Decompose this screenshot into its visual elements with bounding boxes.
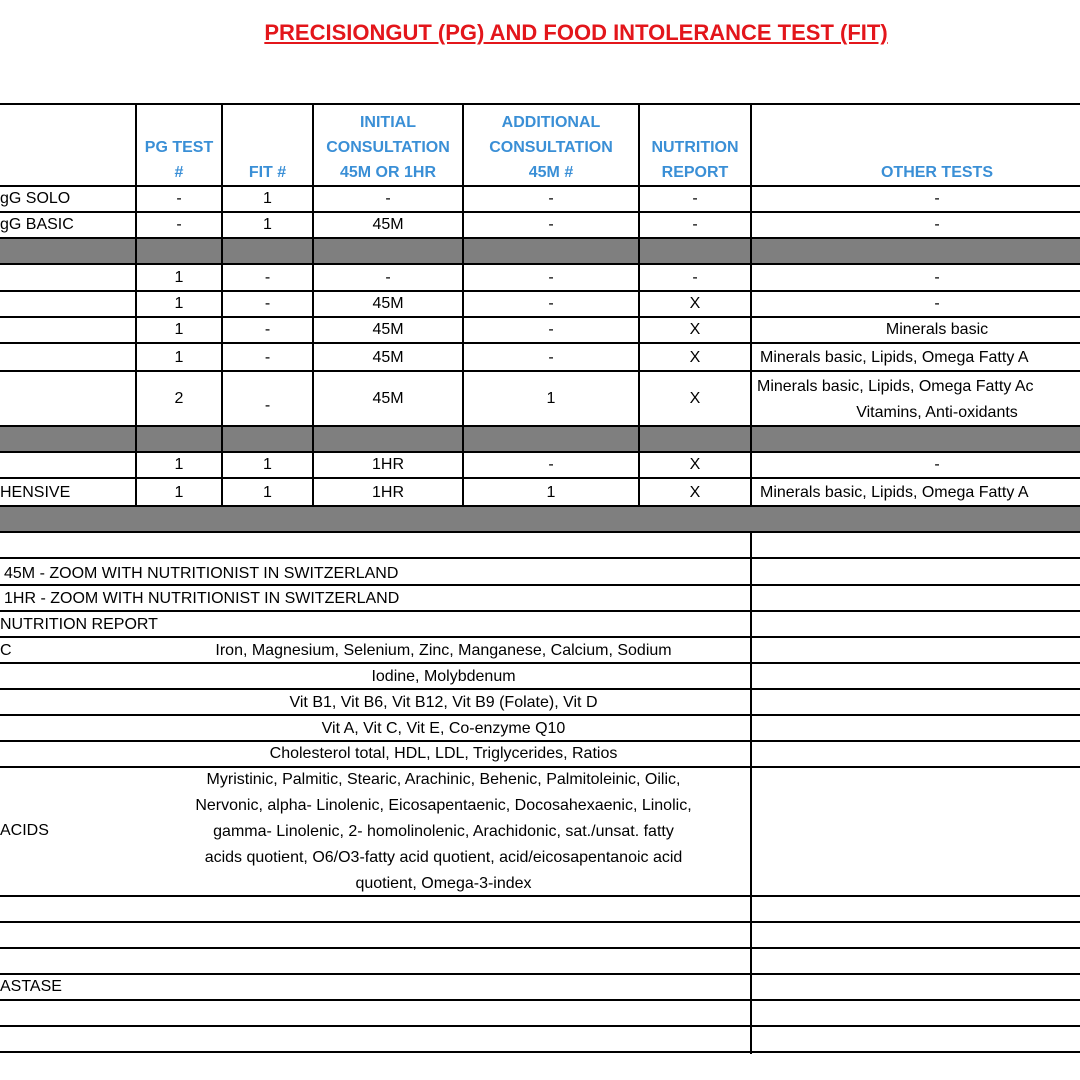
grid-line <box>0 1025 1080 1027</box>
cell-initial: 1HR <box>371 456 404 473</box>
grid-line <box>0 610 1080 612</box>
legend-antioxidants: Vit A, Vit C, Vit E, Co-enzyme Q10 <box>321 720 566 737</box>
grid-line <box>0 211 1080 213</box>
grid-line <box>312 104 314 507</box>
cell-pg: 1 <box>174 295 184 312</box>
page-title: PRECISIONGUT (PG) AND FOOD INTOLERANCE TEST (FIT) <box>264 20 888 45</box>
cell-pg: 1 <box>174 269 184 286</box>
legend-fatty-line: Myristinic, Palmitic, Stearic, Arachinic, Behenic, Palmitoleinic, Oilic, <box>206 771 681 788</box>
grid-line <box>0 425 1080 427</box>
section-divider-3 <box>0 507 1080 532</box>
cell-nutrition: X <box>689 483 701 501</box>
grid-line <box>0 370 1080 372</box>
cell-other: Minerals basic, Lipids, Omega Fatty A <box>760 348 1029 366</box>
header-initial-consultation: INITIAL CONSULTATION 45M OR 1HR <box>326 114 450 181</box>
section-divider-1 <box>0 238 1080 264</box>
cell-fit: 1 <box>263 216 272 233</box>
header-fit: FIT # <box>248 164 287 181</box>
section-divider-2 <box>0 426 1080 452</box>
cell-nutrition: - <box>692 269 698 286</box>
cell-initial: 45M <box>372 295 404 312</box>
legend-minerals-label: C <box>0 642 12 659</box>
cell-fit: 1 <box>263 189 272 207</box>
cell-other: - <box>934 295 940 312</box>
cell-fit: 1 <box>263 483 272 501</box>
cell-nutrition: X <box>689 348 701 366</box>
grid-line <box>750 104 752 507</box>
legend-lipids: Cholesterol total, HDL, LDL, Triglycerides, Ratios <box>269 745 618 762</box>
legend-fatty-acids-label: ACIDS <box>0 822 49 839</box>
cell-nutrition: - <box>692 189 698 207</box>
legend-fatty-line: gamma- Linolenic, 2- homolinolenic, Arachidonic, sat./unsat. fatty <box>213 823 674 840</box>
cell-initial: 1HR <box>371 483 404 501</box>
cell-fit: 1 <box>263 456 272 473</box>
row-label: gG BASIC <box>0 216 74 233</box>
legend-vitamins: Vit B1, Vit B6, Vit B12, Vit B9 (Folate), Vit D <box>289 694 598 711</box>
grid-line <box>0 557 1080 559</box>
header-nutrition-report: NUTRITION REPORT <box>651 139 739 181</box>
grid-line <box>0 342 1080 344</box>
cell-additional: - <box>548 216 554 233</box>
grid-line <box>221 104 223 507</box>
grid-line <box>462 104 464 507</box>
grid-line <box>0 584 1080 586</box>
cell-additional: - <box>548 348 554 366</box>
cell-additional: - <box>548 456 554 473</box>
grid-line <box>0 531 1080 533</box>
cell-pg: - <box>176 189 182 207</box>
cell-fit: - <box>264 397 271 414</box>
cell-nutrition: X <box>689 390 701 407</box>
cell-other: - <box>934 456 940 473</box>
grid-line <box>0 290 1080 292</box>
cell-pg: 1 <box>174 348 184 366</box>
legend-zoom-45m: 45M - ZOOM WITH NUTRITIONIST IN SWITZERLAND <box>4 565 399 582</box>
grid-line <box>0 740 1080 742</box>
cell-nutrition: - <box>692 216 698 233</box>
cell-fit: - <box>264 321 271 338</box>
cell-pg: 1 <box>174 321 184 338</box>
grid-line <box>0 316 1080 318</box>
grid-line <box>0 477 1080 479</box>
cell-pg: - <box>176 216 182 233</box>
legend-fatty-line: Nervonic, alpha- Linolenic, Eicosapentaenic, Docosahexaenic, Linolic, <box>195 797 692 814</box>
grid-line <box>0 662 1080 664</box>
cell-fit: - <box>264 295 271 312</box>
legend-minerals-extra: Iodine, Molybdenum <box>371 668 516 685</box>
cell-initial: - <box>385 189 391 207</box>
cell-other: Minerals basic, Lipids, Omega Fatty A <box>760 483 1029 501</box>
grid-line <box>0 1051 1080 1053</box>
cell-other: - <box>934 269 940 286</box>
cell-fit: - <box>264 269 271 286</box>
cell-pg: 2 <box>174 390 184 407</box>
row-label: HENSIVE <box>0 483 71 501</box>
cell-nutrition: X <box>689 321 701 338</box>
cell-nutrition: X <box>689 295 701 312</box>
grid-line <box>0 103 1080 105</box>
cell-initial: - <box>385 269 391 286</box>
cell-other: Minerals basic <box>885 321 989 338</box>
grid-line <box>0 688 1080 690</box>
legend-minerals: Iron, Magnesium, Selenium, Zinc, Manganese, Calcium, Sodium <box>215 642 672 659</box>
cell-other-line2: Vitamins, Anti-oxidants <box>856 404 1018 421</box>
legend-zoom-1hr: 1HR - ZOOM WITH NUTRITIONIST IN SWITZERLAND <box>4 590 400 607</box>
grid-line <box>0 714 1080 716</box>
grid-line <box>0 237 1080 239</box>
cell-additional: - <box>548 189 554 207</box>
cell-additional: - <box>548 321 554 338</box>
cell-pg: 1 <box>174 456 184 473</box>
cell-additional: - <box>548 269 554 286</box>
grid-line <box>0 973 1080 975</box>
grid-line <box>750 532 752 1054</box>
grid-line <box>638 104 640 507</box>
grid-line <box>0 451 1080 453</box>
cell-initial: 45M <box>372 390 404 407</box>
cell-additional: 1 <box>546 390 556 407</box>
grid-line <box>0 895 1080 897</box>
grid-line <box>0 947 1080 949</box>
legend-fatty-line: acids quotient, O6/O3-fatty acid quotient, acid/eicosapentanoic acid <box>204 849 683 866</box>
cell-nutrition: X <box>689 456 701 473</box>
cell-other: Minerals basic, Lipids, Omega Fatty Ac <box>757 378 1034 395</box>
grid-line <box>0 921 1080 923</box>
grid-line <box>0 185 1080 187</box>
grid-line <box>0 505 1080 507</box>
grid-line <box>0 999 1080 1001</box>
header-pg-test: PG TEST # <box>144 139 214 181</box>
cell-initial: 45M <box>372 216 404 233</box>
legend-nutrition-report: NUTRITION REPORT <box>0 616 158 633</box>
cell-additional: 1 <box>546 483 556 501</box>
grid-line <box>0 636 1080 638</box>
legend-elastase-label: ASTASE <box>0 978 62 995</box>
header-other-tests: OTHER TESTS <box>880 164 993 181</box>
cell-pg: 1 <box>174 483 184 501</box>
cell-initial: 45M <box>372 348 404 366</box>
grid-line <box>0 263 1080 265</box>
legend-fatty-line: quotient, Omega-3-index <box>355 875 532 892</box>
header-additional-consultation: ADDITIONAL CONSULTATION 45M # <box>489 114 613 181</box>
cell-fit: - <box>264 348 271 366</box>
cell-additional: - <box>548 295 554 312</box>
cell-other: - <box>934 189 940 207</box>
row-label: gG SOLO <box>0 189 71 207</box>
cell-initial: 45M <box>372 321 404 338</box>
grid-line <box>135 104 137 507</box>
cell-other: - <box>934 216 940 233</box>
grid-line <box>0 766 1080 768</box>
